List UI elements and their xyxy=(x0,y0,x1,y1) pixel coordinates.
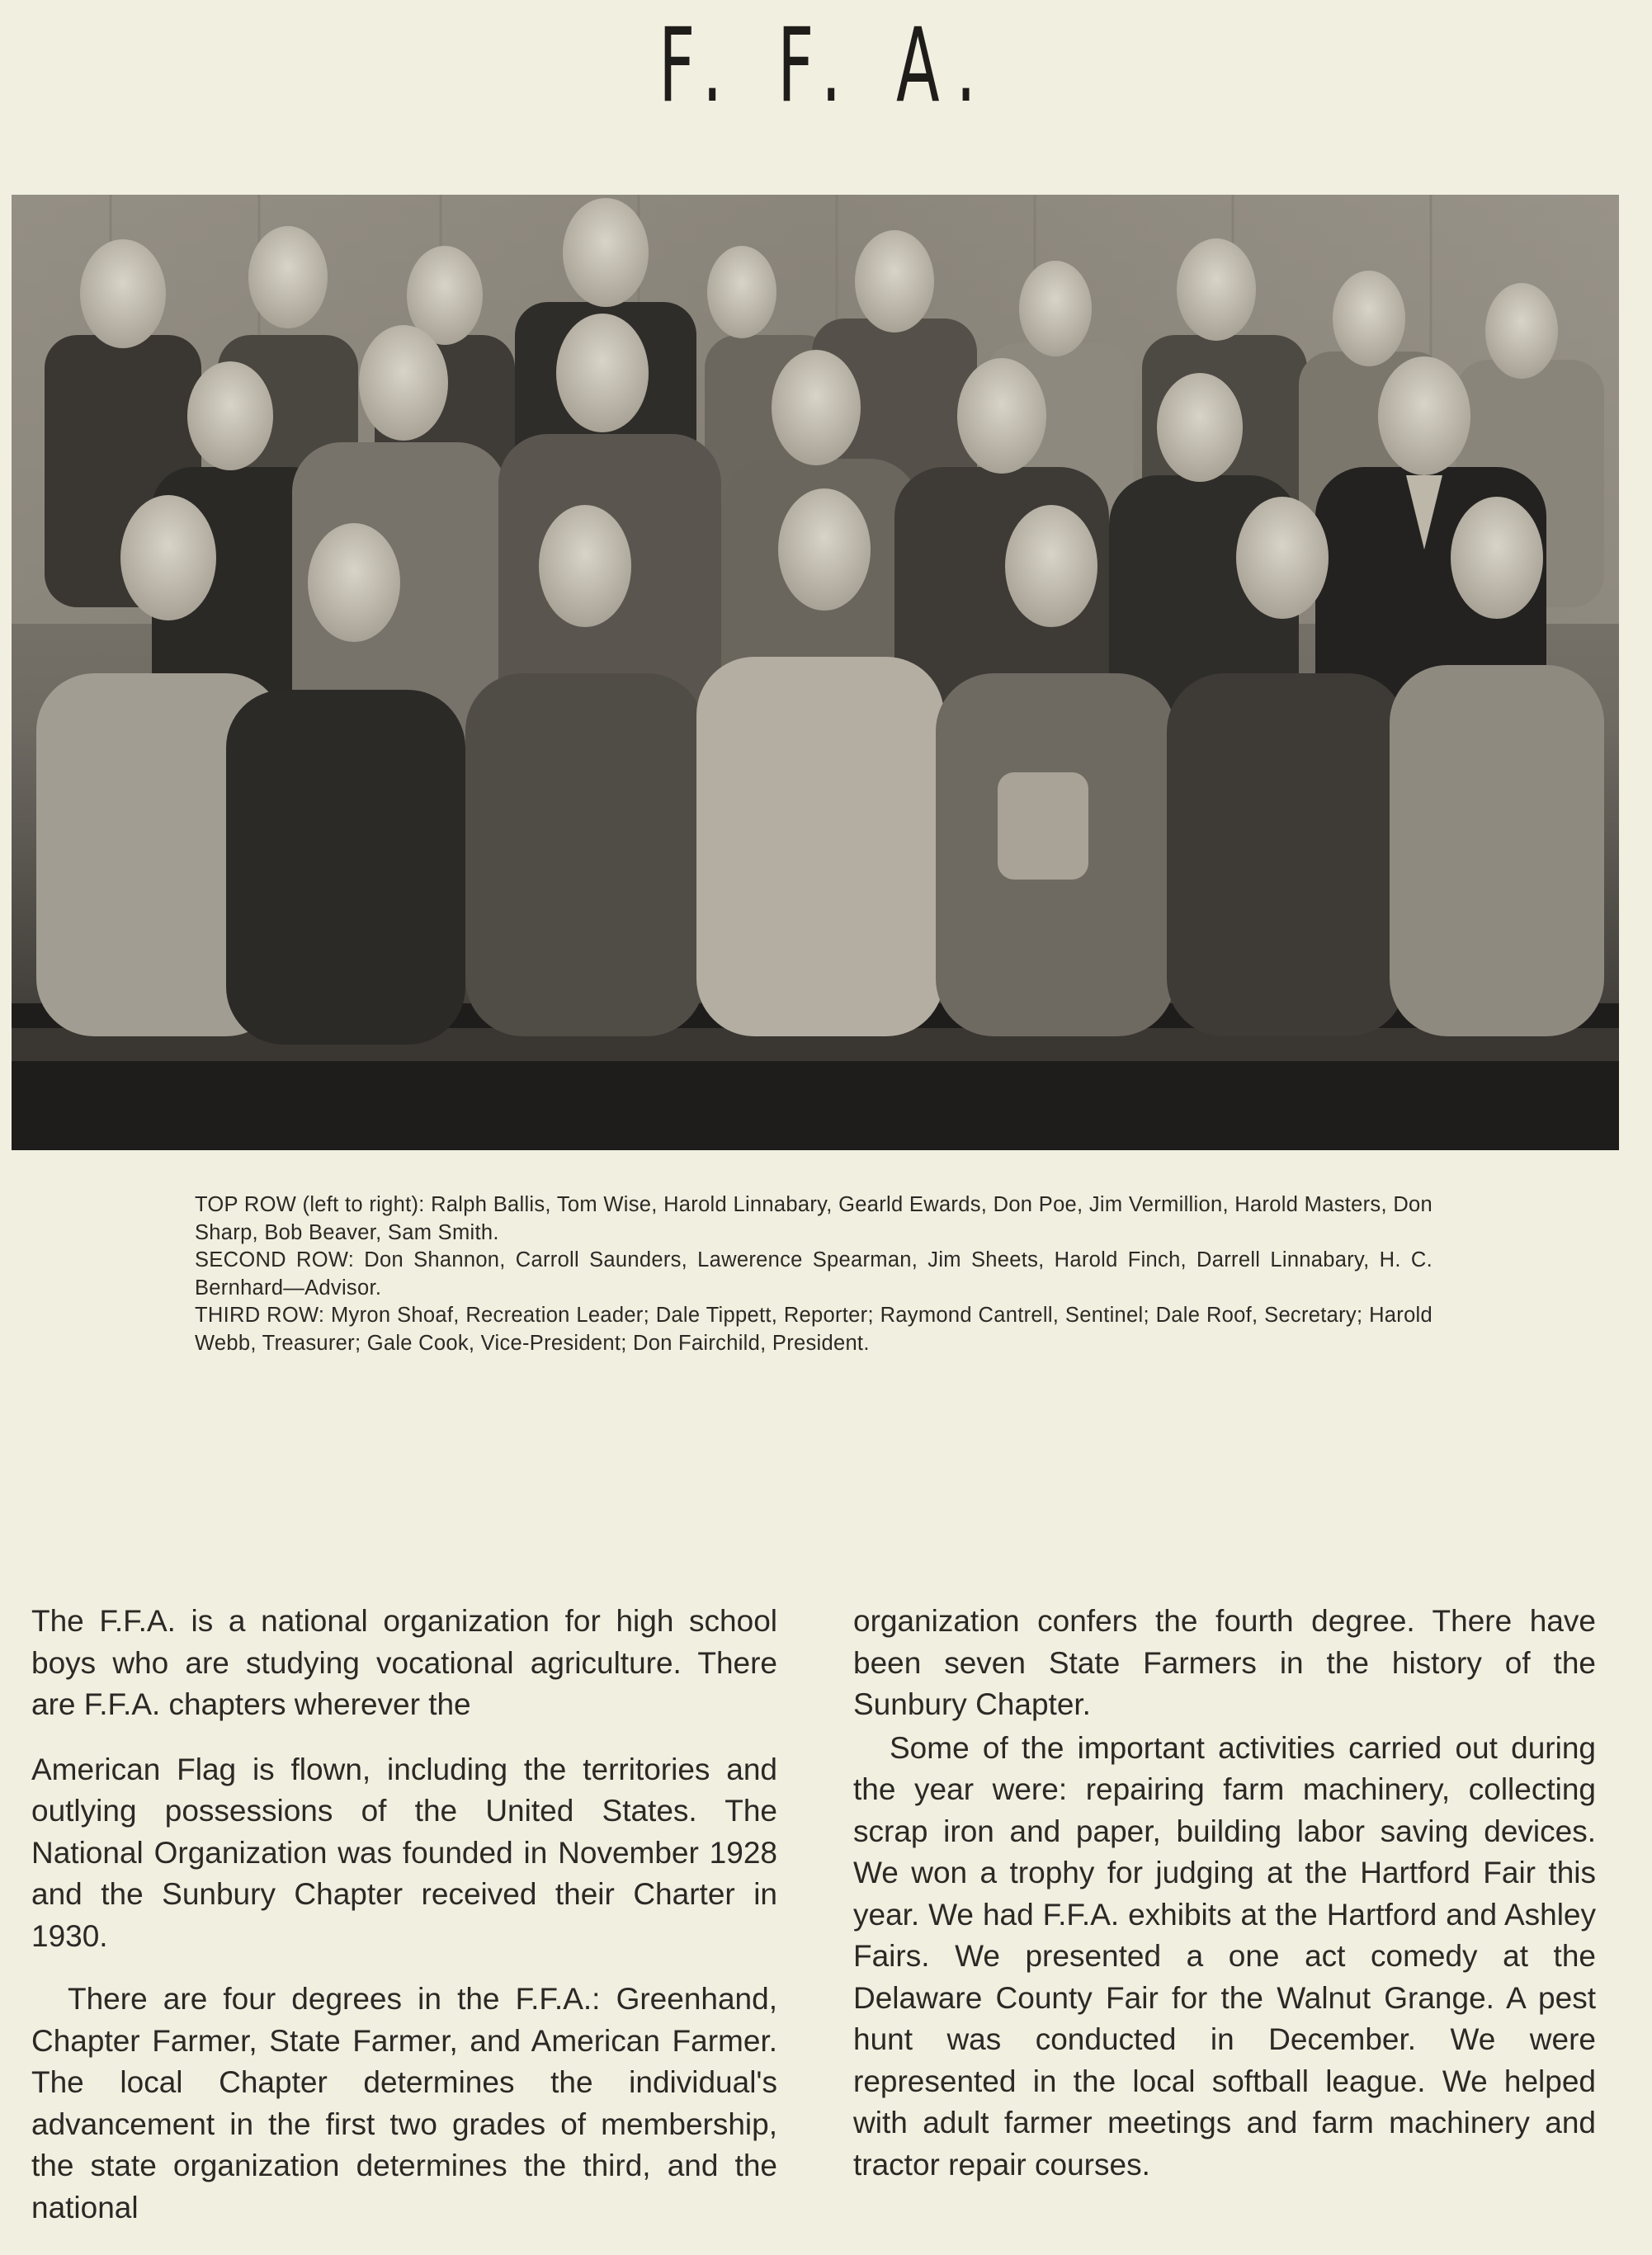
group-photo xyxy=(12,195,1619,1150)
caption-second-row: SECOND ROW: Don Shannon, Carroll Saunders, Lawerence Spearman, Jim Sheets, Harold Finch, Darrell Linnabary, H. C. Bernhard—Advisor. xyxy=(195,1248,1433,1300)
body-right-paragraph-1: organization confers the fourth degree. There have been seven State Farmers in the history of the Sunbury Chapter. xyxy=(853,1604,1596,1721)
body-left-paragraph-3: There are four degrees in the F.F.A.: Greenhand, Chapter Farmer, State Farmer, and American Farmer. The local Chapter determines the individual's advancement in the first two grades of membership, the state organization determines the third, and the national xyxy=(31,1982,777,2224)
body-column-left xyxy=(31,1601,777,2229)
group-photo-image xyxy=(12,195,1619,1150)
body-left-paragraph-1: The F.F.A. is a national organization for high school boys who are studying vocational agriculture. There are F.F.A. chapters wherever the xyxy=(31,1604,777,1721)
body-column-right xyxy=(853,1601,1596,2186)
photo-caption xyxy=(195,1191,1433,1357)
body-left-paragraph-2: American Flag is flown, including the territories and outlying possessions of the United States. The National Organization was founded in November 1928 and the Sunbury Chapter received their Charter in 1930. xyxy=(31,1752,777,1953)
body-right-paragraph-2: Some of the important activities carried out during the year were: repairing farm machinery, collecting scrap iron and paper, building labor saving devices. We won a trophy for judging at the Hartford Fair this year. We had F.F.A. exhibits at the Hartford and Ashley Fairs. We presented a one act comedy at the Delaware County Fair for the Walnut Grange. A pest hunt was conducted in December. We were represented in the local softball league. We helped with adult farmer meetings and farm machinery and tractor repair courses. xyxy=(853,1730,1596,2182)
caption-third-row: THIRD ROW: Myron Shoaf, Recreation Leader; Dale Tippett, Reporter; Raymond Cantrell, Sentinel; Dale Roof, Secretary; Harold Webb, Treasurer; Gale Cook, Vice-President; Don Fairchild, President. xyxy=(195,1304,1433,1355)
caption-top-row: TOP ROW (left to right): Ralph Ballis, Tom Wise, Harold Linnabary, Gearld Ewards, Don Poe, Jim Vermillion, Harold Masters, Don Sharp, Bob Beaver, Sam Smith. xyxy=(195,1193,1433,1244)
page-title: F. F. A. xyxy=(658,7,994,125)
